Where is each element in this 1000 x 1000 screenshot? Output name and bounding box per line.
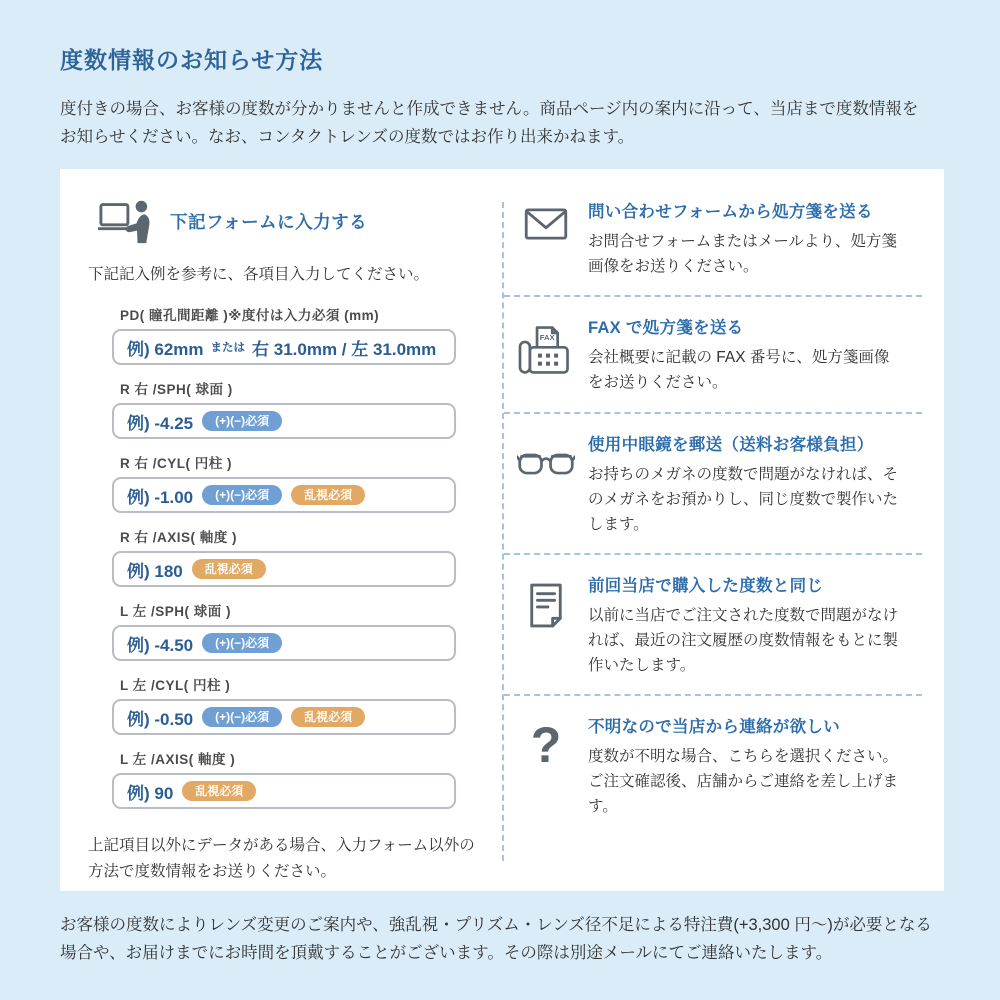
field-example-r-cyl [112,477,456,513]
document-icon [504,572,588,678]
method-fax [504,297,922,411]
field-label-l-axis: L 左 /AXIS( 軸度 ) [120,752,236,768]
method-mail-glasses [504,414,922,553]
form-section-heading: 下記フォームに入力する [170,211,368,232]
field-label-pd: PD( 瞳孔間距離 )※度付は入力必須 (mm) [120,308,380,324]
methods-panel [60,169,944,891]
astigmatism-required-badge: 乱視必須 [291,485,365,505]
method-body: 以前に当店でご注文された度数で問題がなければ、最近の注文履歴の度数情報をもとに製作いたします。 [588,606,899,675]
astigmatism-required-badge: 乱視必須 [182,781,256,801]
field-label-l-sph: L 左 /SPH( 球面 ) [120,604,232,620]
sign-required-badge: (+)(−)必須 [202,485,282,505]
example-or-text: または [210,342,246,355]
method-previous-order [504,555,922,694]
fax-icon [504,314,588,395]
sign-required-badge: (+)(−)必須 [202,707,282,727]
field-label-l-cyl: L 左 /CYL( 円柱 ) [120,678,231,694]
field-label-r-cyl: R 右 /CYL( 円柱 ) [120,456,232,472]
page-title: 度数情報のお知らせ方法 [60,47,324,73]
method-heading: FAX で処方箋を送る [588,319,744,338]
field-example-l-cyl [112,699,456,735]
field-label-r-axis: R 右 /AXIS( 軸度 ) [120,530,238,546]
method-heading: 不明なので当店から連絡が欲しい [588,718,840,737]
example-value: 例) -0.50 [127,709,194,729]
method-contact-form [504,181,922,295]
field-example-r-axis [112,551,456,587]
glasses-icon [504,431,588,537]
method-body: お持ちのメガネの度数で問題がなければ、そのメガネをお預かりし、同じ度数で製作いたします。 [588,465,899,533]
example-value: 例) -1.00 [127,487,194,507]
sign-required-badge: (+)(−)必須 [202,411,282,431]
field-example-r-sph [112,403,456,439]
form-section [60,169,502,891]
method-body: 会社概要に記載の FAX 番号に、処方箋画像をお送りください。 [588,349,890,392]
method-heading: 前回当店で購入した度数と同じ [588,576,824,595]
envelope-icon [504,198,588,279]
form-section-header [98,197,502,245]
method-heading: 使用中眼鏡を郵送（送料お客様負担） [588,435,874,454]
astigmatism-required-badge: 乱視必須 [192,559,266,579]
intro-text: 度付きの場合、お客様の度数が分かりませんと作成できません。商品ページ内の案内に沿って、当店まで度数情報をお知らせください。なお、コンタクトレンズの度数ではお作り出来かねます。 [60,100,919,147]
form-example-fields [112,304,456,809]
method-heading: 問い合わせフォームから処方箋を送る [588,203,873,222]
form-instruction: 下記記入例を参考に、各項目入力してください。 [88,266,430,284]
example-value: 例) -4.50 [127,635,194,655]
field-label-r-sph: R 右 /SPH( 球面 ) [120,382,233,398]
example-value: 例) 180 [127,561,183,581]
question-mark-icon: ? [530,717,562,774]
form-note: 上記項目以外にデータがある場合、入力フォーム以外の方法で度数情報をお送りください。 [88,837,475,880]
astigmatism-required-badge: 乱視必須 [291,707,365,727]
field-example-pd [112,329,456,365]
person-at-laptop-icon [98,197,152,245]
fax-icon-label: FAX [539,333,555,343]
example-value: 例) 90 [127,783,174,803]
method-body: お問合せフォームまたはメールより、処方箋画像をお送りください。 [588,233,897,276]
alternative-methods [504,169,944,891]
example-value: 例) -4.25 [127,413,194,433]
method-unknown-contact-me [504,696,922,835]
field-example-l-axis [112,773,456,809]
method-body: 度数が不明な場合、こちらを選択ください。ご注文確認後、店舗からご連絡を差し上げます。 [588,748,899,816]
sign-required-badge: (+)(−)必須 [202,633,282,653]
footer-notice: お客様の度数によりレンズ変更のご案内や、強乱視・プリズム・レンズ径不足による特注費(+3,300 円～)が必要となる場合や、お届けまでにお時間を頂戴することがございます。その際は別途メールにてご連絡いたします。 [60,916,932,963]
example-value: 右 31.0mm / 左 31.0mm [252,339,437,359]
example-value: 例) 62mm [127,339,204,359]
field-example-l-sph [112,625,456,661]
